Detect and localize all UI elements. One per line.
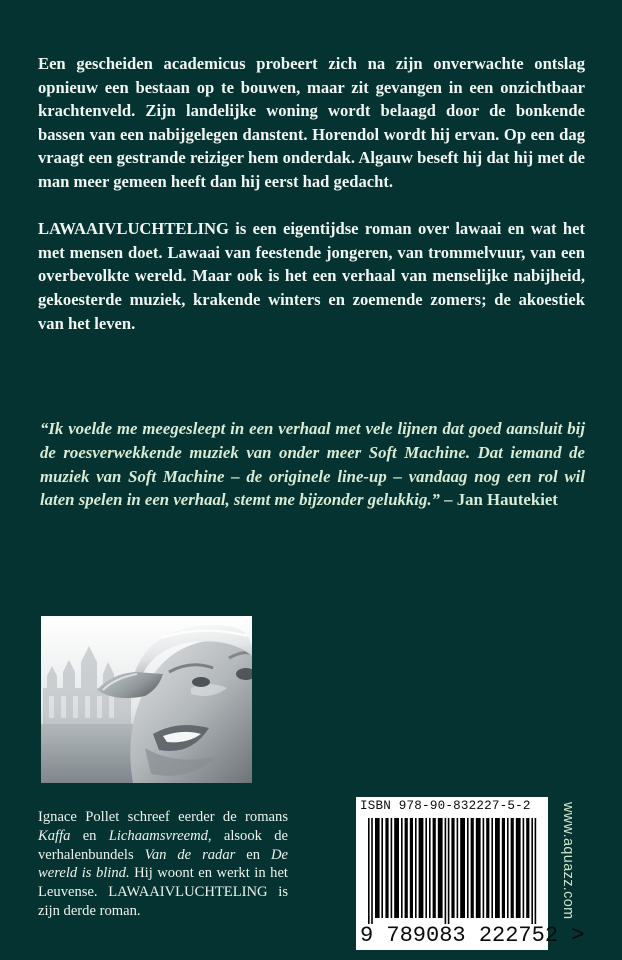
blurb-paragraph-2: LAWAAIVLUCHTELING is een eigentijdse roman over lawaai en wat het met mensen doet. Lawaai van feestende jongeren, van trommelvuur, van een overbevolkte wereld. Maar ook is het een verhaal van menselijke nabijheid, gekoesterde muziek, krakende winters en zoemende zomers; de akoestiek van het leven. (38, 219, 585, 333)
pull-quote (40, 417, 585, 512)
author-bio (38, 808, 288, 921)
blurb-paragraph-1: Een gescheiden academicus probeert zich na zijn onverwachte ontslag opnieuw een bestaan op te bouwen, maar zit gevangen in een onzichtbaar krachtenveld. Zijn landelijke woning wordt belaagd door de bonkende bassen van een nabijgelegen danstent. Horendol wordt hij ervan. Op een dag vraagt een gestrande reiziger hem onderdak. Algauw beseft hij dat hij met de man meer gemeen heeft dan hij eerst had gedacht. (38, 54, 585, 191)
barcode-bars (367, 818, 542, 924)
bio-book-title-van-de-radar: Van de radar (144, 846, 236, 863)
bio-book-title-kaffa: Kaffa (38, 827, 71, 844)
ean-digits: 9 789083 222752 > (360, 923, 585, 948)
publisher-website[interactable]: www.aquazz.com (560, 802, 576, 920)
author-photo (41, 616, 252, 783)
bio-book-title-lichaamsvreemd: Lichaamsvreemd, (108, 827, 212, 844)
pull-quote-attribution: – Jan Hautekiet (439, 490, 558, 510)
pull-quote-text: “Ik voelde me meegesleept in een verhaal met vele lijnen dat goed aansluit bij de roesverwekkende muziek van onder meer Soft Machine. Dat iemand de muziek van Soft Machine – de originele line-up – vandaag nog een rol wil laten spelen in een verhaal, stemt me bijzonder gelukkig.” (40, 419, 585, 510)
bio-segment: en (70, 827, 109, 844)
bio-book-title-de-wereld-is-blind: De wereld is blind. (38, 846, 288, 882)
blurb-block (38, 52, 585, 335)
bio-segment: Ignace Pollet schreef eerder de romans (38, 809, 288, 825)
isbn-label: ISBN 978-90-832227-5-2 (360, 799, 531, 813)
bio-segment: Hij woont en werkt in het Leuvense. LAWAAIVLUCHTELING is zijn derde roman. (38, 865, 288, 919)
bio-segment: en (235, 846, 271, 863)
bio-segment: alsook de verhalenbundels (38, 827, 288, 863)
